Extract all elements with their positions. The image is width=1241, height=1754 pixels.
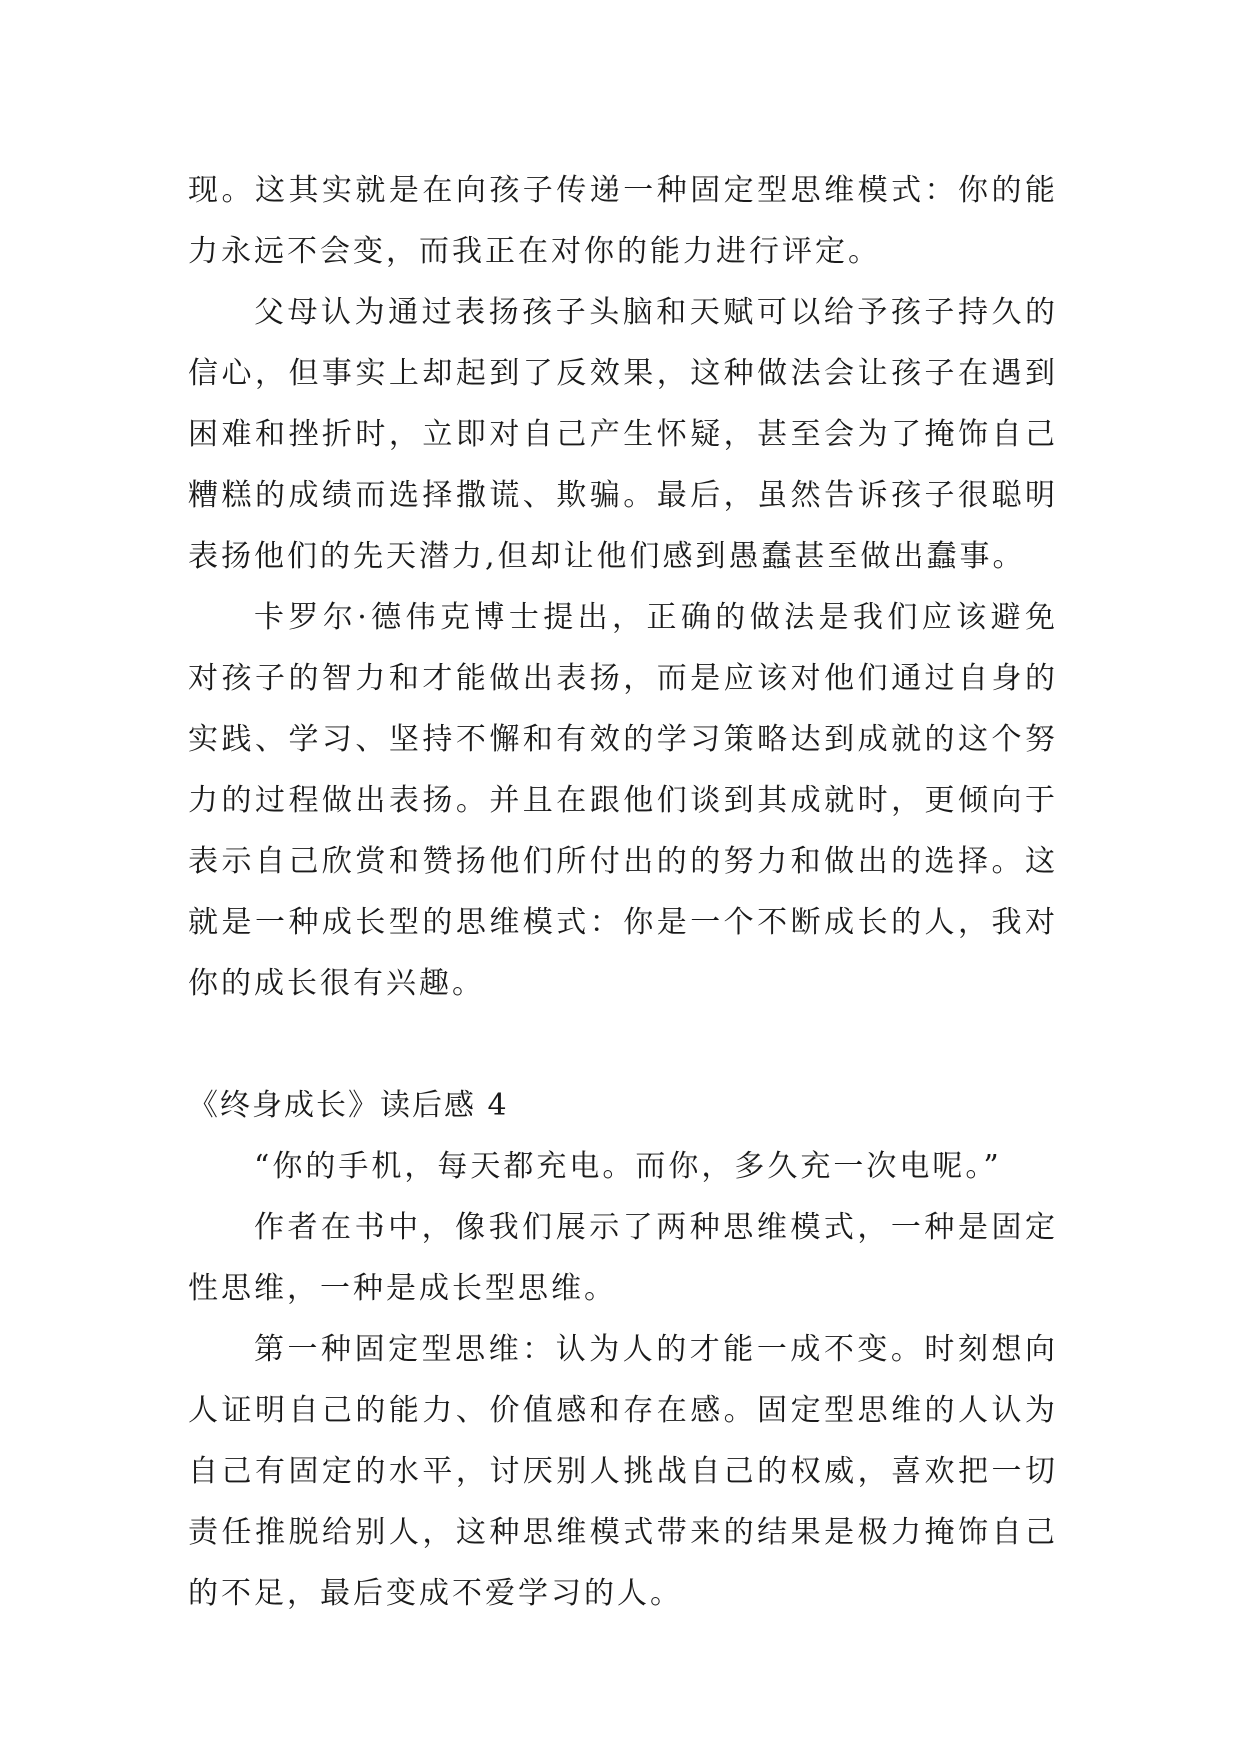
paragraph-dweck-advice: 卡罗尔·德伟克博士提出，正确的做法是我们应该避免对孩子的智力和才能做出表扬，而是应该对他们通过自身的实践、学习、坚持不懈和有效的学习策略达到成就的这个努力的过程做出表扬。并且在跟他们谈到其成就时，更倾向于表示自己欣赏和赞扬他们所付出的的努力和做出的选择。这就是一种成长型的思维模式：你是一个不断成长的人，我对你的成长很有兴趣。	[188, 600, 1058, 1001]
document-body	[188, 160, 1058, 1624]
paragraph-continuation: 现。这其实就是在向孩子传递一种固定型思维模式：你的能力永远不会变，而我正在对你的能力进行评定。	[188, 173, 1058, 269]
section-heading: 《终身成长》读后感 4	[188, 1088, 509, 1123]
paragraph-fixed-mindset: 第一种固定型思维：认为人的才能一成不变。时刻想向人证明自己的能力、价值感和存在感。固定型思维的人认为自己有固定的水平，讨厌别人挑战自己的权威，喜欢把一切责任推脱给别人，这种思维模式带来的结果是极力掩饰自己的不足，最后变成不爱学习的人。	[188, 1332, 1058, 1611]
paragraph-two-mindsets: 作者在书中，像我们展示了两种思维模式，一种是固定性思维，一种是成长型思维。	[188, 1210, 1058, 1306]
paragraph-praise-effect: 父母认为通过表扬孩子头脑和天赋可以给予孩子持久的信心，但事实上却起到了反效果，这种做法会让孩子在遇到困难和挫折时，立即对自己产生怀疑，甚至会为了掩饰自己糟糕的成绩而选择撒谎、欺骗。最后，虽然告诉孩子很聪明表扬他们的先天潜力,但却让他们感到愚蠢甚至做出蠢事。	[188, 295, 1058, 574]
section-spacer	[188, 1014, 1058, 1075]
paragraph-quote: “你的手机，每天都充电。而你，多久充一次电呢。”	[254, 1149, 1002, 1184]
